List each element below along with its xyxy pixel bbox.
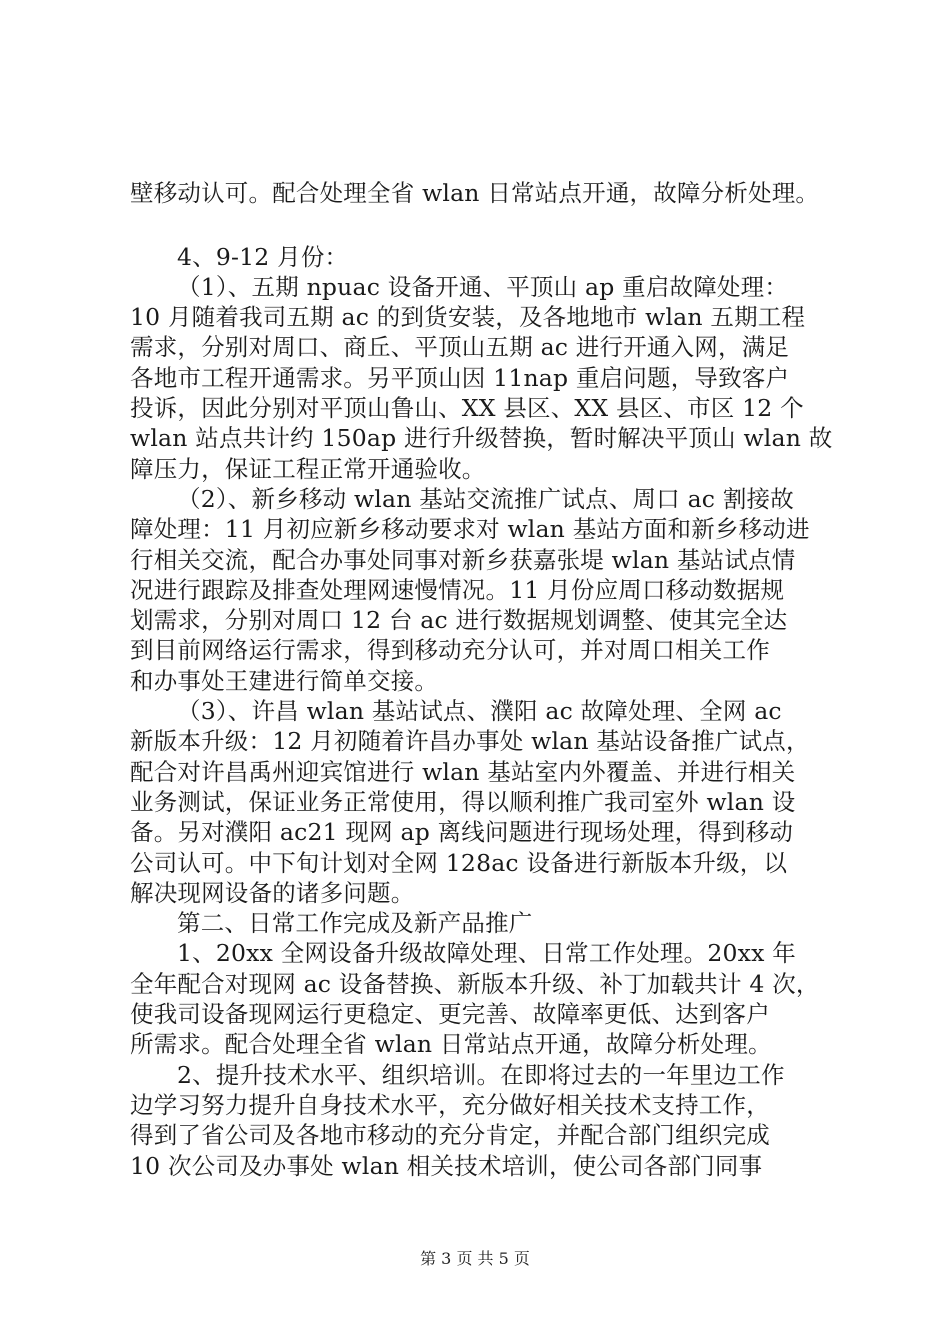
paragraph-line: 得到了省公司及各地市移动的充分肯定，并配合部门组织完成 [130,1121,770,1149]
paragraph-line: 划需求，分别对周口 12 台 ac 进行数据规划调整、使其完全达 [130,606,788,634]
paragraph-line: 所需求。配合处理全省 wlan 日常站点开通，故障分析处理。 [130,1030,772,1058]
paragraph-line: wlan 站点共计约 150ap 进行升级替换，暂时解决平顶山 wlan 故 [130,424,833,452]
paragraph-line: 10 次公司及办事处 wlan 相关技术培训，使公司各部门同事 [130,1152,763,1180]
paragraph-line: 障处理：11 月初应新乡移动要求对 wlan 基站方面和新乡移动进 [130,515,810,543]
paragraph-line: 需求，分别对周口、商丘、平顶山五期 ac 进行开通入网，满足 [130,333,790,361]
paragraph-line: 10 月随着我司五期 ac 的到货安装，及各地地市 wlan 五期工程 [130,303,806,331]
paragraph-line: 投诉，因此分别对平顶山鲁山、XX 县区、XX 县区、市区 12 个 [130,394,804,422]
paragraph-line: 2、提升技术水平、组织培训。在即将过去的一年里边工作 [177,1061,785,1089]
paragraph-line: 况进行跟踪及排查处理网速慢情况。11 月份应周口移动数据规 [130,576,785,604]
paragraph-line: 和办事处王建进行简单交接。 [130,667,439,695]
paragraph-line: 边学习努力提升自身技术水平，充分做好相关技术支持工作， [130,1091,770,1119]
paragraph-line: 障压力，保证工程正常开通验收。 [130,455,486,483]
paragraph-line: 配合对许昌禹州迎宾馆进行 wlan 基站室内外覆盖、并进行相关 [130,758,796,786]
paragraph-line: 行相关交流，配合办事处同事对新乡获嘉张堤 wlan 基站试点情 [130,546,796,574]
paragraph-line: 1、20xx 全网设备升级故障处理、日常工作处理。20xx 年 [177,939,796,967]
paragraph-line: 公司认可。中下旬计划对全网 128ac 设备进行新版本升级，以 [130,849,788,877]
paragraph-line: 备。另对濮阳 ac21 现网 ap 离线问题进行现场处理，得到移动 [130,818,794,846]
paragraph-line: 使我司设备现网运行更稳定、更完善、故障率更低、达到客户 [130,1000,770,1028]
paragraph-line: 各地市工程开通需求。另平顶山因 11nap 重启问题，导致客户 [130,364,790,392]
section-heading: 第二、日常工作完成及新产品推广 [177,909,533,937]
paragraph-line: （2）、新乡移动 wlan 基站交流推广试点、周口 ac 割接故 [177,485,794,513]
paragraph-line: 新版本升级：12 月初随着许昌办事处 wlan 基站设备推广试点， [130,727,810,755]
paragraph-line: 到目前网络运行需求，得到移动充分认可，并对周口相关工作 [130,636,770,664]
paragraph-line: 全年配合对现网 ac 设备替换、新版本升级、补丁加载共计 4 次， [130,970,820,998]
page-number: 第 3 页 共 5 页 [420,1249,530,1268]
paragraph-line: 壁移动认可。配合处理全省 wlan 日常站点开通，故障分析处理。 [130,179,820,207]
paragraph-line: （1）、五期 npuac 设备开通、平顶山 ap 重启故障处理： [177,273,789,301]
section-heading: 4、9-12 月份： [177,243,349,271]
paragraph-line: 业务测试，保证业务正常使用，得以顺利推广我司室外 wlan 设 [130,788,796,816]
paragraph-line: （3）、许昌 wlan 基站试点、濮阳 ac 故障处理、全网 ac [177,697,782,725]
paragraph-line: 解决现网设备的诸多问题。 [130,879,415,907]
